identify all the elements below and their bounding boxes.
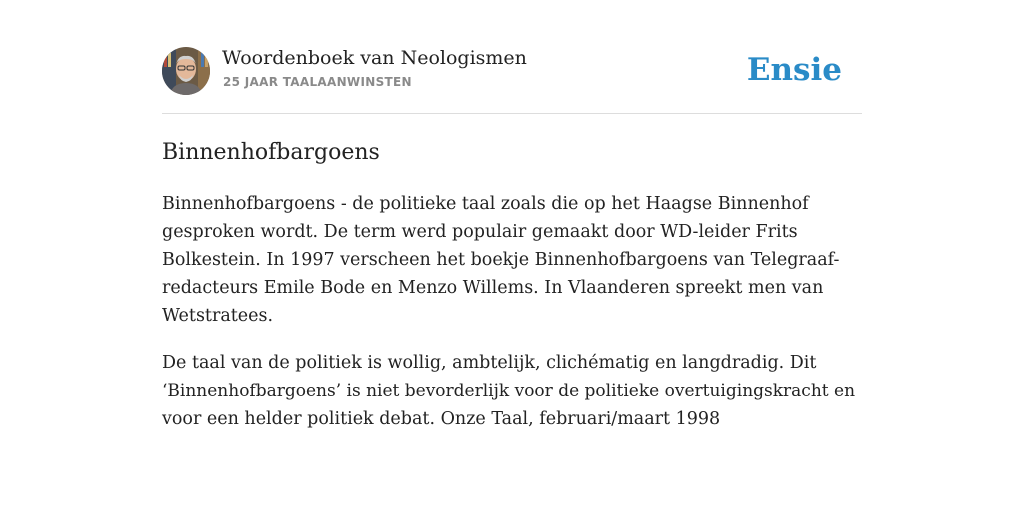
author-portrait-icon <box>162 47 210 95</box>
ensie-logo[interactable]: Ensie <box>746 52 842 88</box>
entry-title: Binnenhofbargoens <box>162 140 380 165</box>
entry-paragraph-1 <box>162 190 862 330</box>
source-title[interactable]: Woordenboek van Neologismen <box>222 47 527 69</box>
entry-paragraph-2 <box>162 349 862 433</box>
paragraph-line: Binnenhofbargoens - de politieke taal zoals die op het Haagse Binnenhof <box>162 194 809 214</box>
paragraph-line: gesproken wordt. De term werd populair gemaakt door WD-leider Frits <box>162 222 798 242</box>
paragraph-line: redacteurs Emile Bode en Menzo Willems. In Vlaanderen spreekt men van <box>162 278 824 298</box>
paragraph-line: Bolkestein. In 1997 verscheen het boekje Binnenhofbargoens van Telegraaf- <box>162 250 840 270</box>
source-subtitle: 25 JAAR TAALAANWINSTEN <box>223 75 412 89</box>
paragraph-line: voor een helder politiek debat. Onze Taal, februari/maart 1998 <box>162 409 721 429</box>
paragraph-line: Wetstratees. <box>162 306 274 326</box>
paragraph-line: ‘Binnenhofbargoens’ is niet bevorderlijk voor de politieke overtuigingskracht en <box>162 381 856 401</box>
author-avatar[interactable] <box>162 47 210 95</box>
source-header <box>162 46 862 96</box>
paragraph-line: De taal van de politiek is wollig, ambtelijk, clichématig en langdradig. Dit <box>162 353 817 373</box>
header-divider <box>162 113 862 114</box>
